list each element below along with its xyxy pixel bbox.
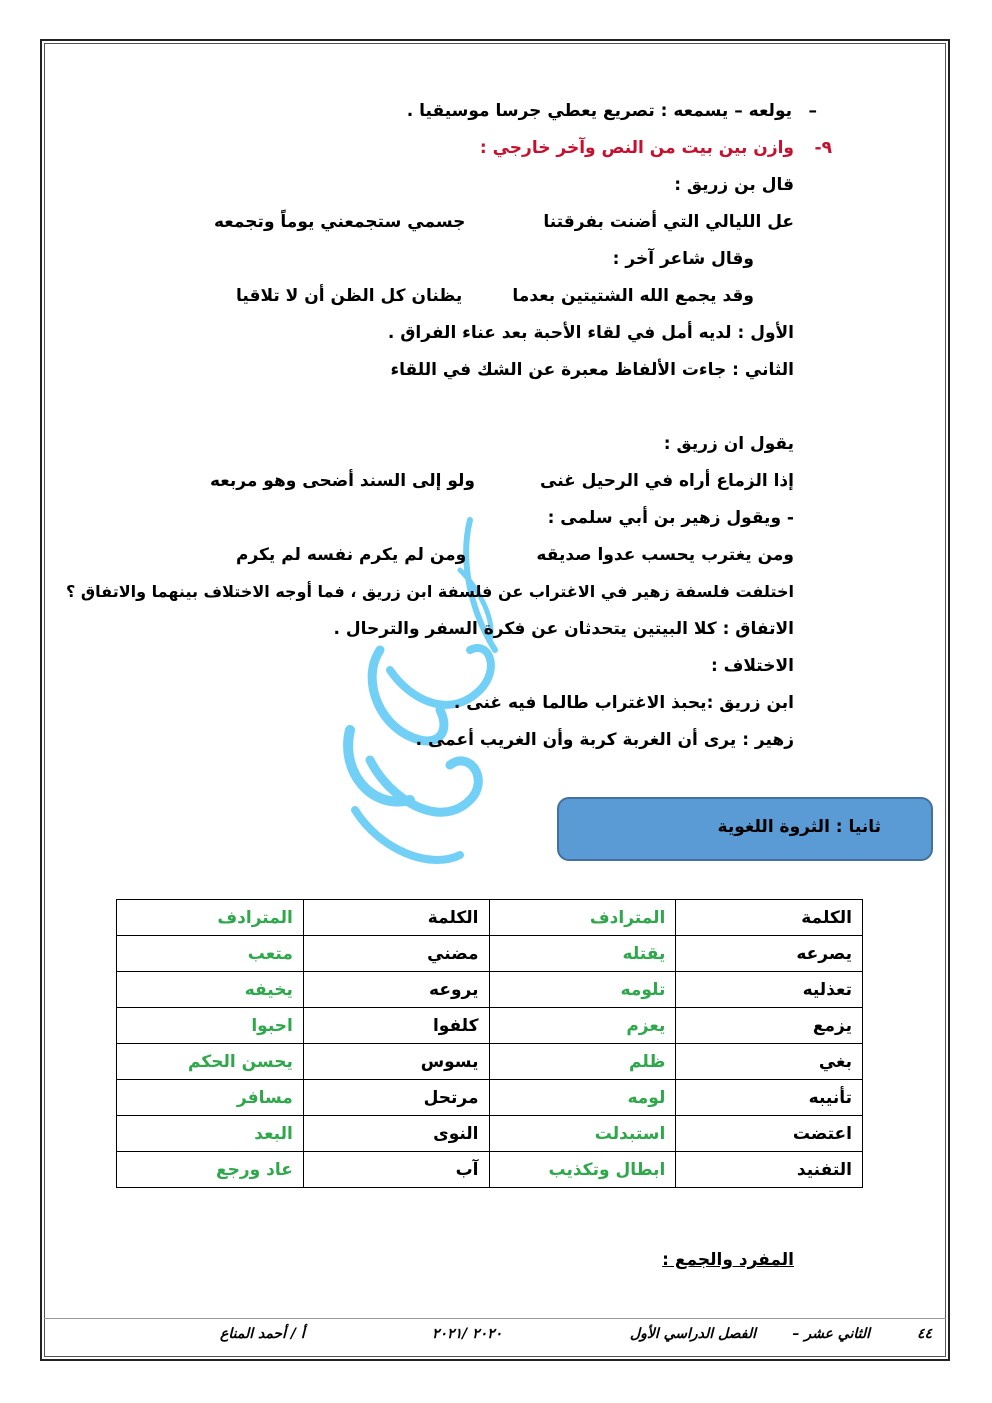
footer-rule xyxy=(44,1318,946,1319)
word-cell: النوى xyxy=(303,1116,489,1152)
synonym-cell: تلومه xyxy=(489,972,676,1008)
footer-page-number: ٤٤ xyxy=(916,1326,932,1342)
footer-year: ٢٠٢٠ /٢٠٢١ xyxy=(432,1326,503,1342)
table-header-row xyxy=(117,900,863,936)
table-row xyxy=(117,1080,863,1116)
verse-1-second-hemistich: جسمي ستجمعني يوماً وتجمعه xyxy=(214,212,466,232)
question-9-number: ٩- xyxy=(814,138,832,158)
synonym-cell: عاد ورجع xyxy=(117,1152,304,1188)
verse-2-second-hemistich: يظنان كل الظن أن لا تلاقيا xyxy=(236,286,463,306)
synonym-cell: البعد xyxy=(117,1116,304,1152)
synonym-cell: مسافر xyxy=(117,1080,304,1116)
table-row xyxy=(117,1044,863,1080)
synonym-cell: يقتله xyxy=(489,936,676,972)
question-9-text: وازن بين بيت من النص وآخر خارجي : xyxy=(479,138,794,158)
footer-author: أ / أحمد المناع xyxy=(220,1326,305,1342)
synonym-cell: يحسن الحكم xyxy=(117,1044,304,1080)
word-cell: يسوس xyxy=(303,1044,489,1080)
word-cell: مضني xyxy=(303,936,489,972)
word-cell: تعذليه xyxy=(676,972,863,1008)
synonym-cell: احبوا xyxy=(117,1008,304,1044)
section-header-box xyxy=(557,797,933,861)
synonym-cell: متعب xyxy=(117,936,304,972)
footer-term: الفصل الدراسي الأول xyxy=(629,1326,756,1342)
text-line-16: ابن زريق :يحبذ الاغتراب طالما فيه غنى . xyxy=(453,693,794,713)
verse-2-first-hemistich: وقد يجمع الله الشتيتين بعدما xyxy=(512,286,754,306)
text-line-14: الاتفاق : كلا البيتين يتحدثان عن فكرة السفر والترحال . xyxy=(333,619,794,639)
text-line-11: - ويقول زهير بن أبي سلمى : xyxy=(547,508,794,528)
word-cell: آب xyxy=(303,1152,489,1188)
word-cell: مرتحل xyxy=(303,1080,489,1116)
verse-3-first-hemistich: إذا الزماع أراه في الرحيل غنى xyxy=(540,471,794,491)
table-row xyxy=(117,936,863,972)
text-line-17: زهير : يرى أن الغربة كربة وأن الغريب أعمى . xyxy=(415,730,794,750)
verse-3-second-hemistich: ولو إلى السند أضحى وهو مربعه xyxy=(210,471,475,491)
word-cell: يزمع xyxy=(676,1008,863,1044)
table-row xyxy=(117,1008,863,1044)
synonym-cell: لومه xyxy=(489,1080,676,1116)
table-row xyxy=(117,1152,863,1188)
word-cell: يصرعه xyxy=(676,936,863,972)
text-line-9: يقول ان زريق : xyxy=(663,434,794,454)
word-cell: التفنيد xyxy=(676,1152,863,1188)
table-row xyxy=(117,1116,863,1152)
text-line-3: قال بن زريق : xyxy=(674,175,794,195)
word-cell: اعتضت xyxy=(676,1116,863,1152)
singular-plural-heading: المفرد والجمع : xyxy=(662,1250,794,1270)
synonym-cell: المترادف xyxy=(489,900,676,936)
synonym-cell: ابطال وتكذيب xyxy=(489,1152,676,1188)
text-line-15: الاختلاف : xyxy=(710,656,794,676)
synonym-cell: ظلم xyxy=(489,1044,676,1080)
word-cell: الكلمة xyxy=(303,900,489,936)
verse-4-first-hemistich: ومن يغترب يحسب عدوا صديقه xyxy=(536,545,794,565)
text-line-1: يولعه – يسمعه : تصريع يعطي جرسا موسيقيا . xyxy=(406,101,792,121)
verse-4-second-hemistich: ومن لم يكرم نفسه لم يكرم xyxy=(236,545,467,565)
synonym-cell: يعزم xyxy=(489,1008,676,1044)
word-cell: بغي xyxy=(676,1044,863,1080)
text-line-5: وقال شاعر آخر : xyxy=(612,249,754,269)
table-row xyxy=(117,972,863,1008)
synonym-cell: استبدلت xyxy=(489,1116,676,1152)
verse-1-first-hemistich: عل الليالي التي أضنت بفرقتنا xyxy=(543,212,794,232)
text-line-8: الثاني : جاءت الألفاظ معبرة عن الشك في اللقاء xyxy=(390,360,794,380)
vocabulary-table xyxy=(116,899,863,1188)
word-cell: كلفوا xyxy=(303,1008,489,1044)
word-cell: يروعه xyxy=(303,972,489,1008)
footer-grade: الثاني عشر – xyxy=(792,1326,870,1342)
text-line-1-dash: – xyxy=(808,101,817,121)
text-line-13: اختلفت فلسفة زهير في الاغتراب عن فلسفة ابن زريق ، فما أوجه الاختلاف بينهما والاتفاق ؟ xyxy=(66,582,794,601)
synonym-cell: يخيفه xyxy=(117,972,304,1008)
word-cell: الكلمة xyxy=(676,900,863,936)
word-cell: تأنيبه xyxy=(676,1080,863,1116)
synonym-cell: المترادف xyxy=(117,900,304,936)
section-title: ثانيا : الثروة اللغوية xyxy=(717,817,881,837)
text-line-7: الأول : لديه أمل في لقاء الأحبة بعد عناء الفراق . xyxy=(387,323,794,343)
